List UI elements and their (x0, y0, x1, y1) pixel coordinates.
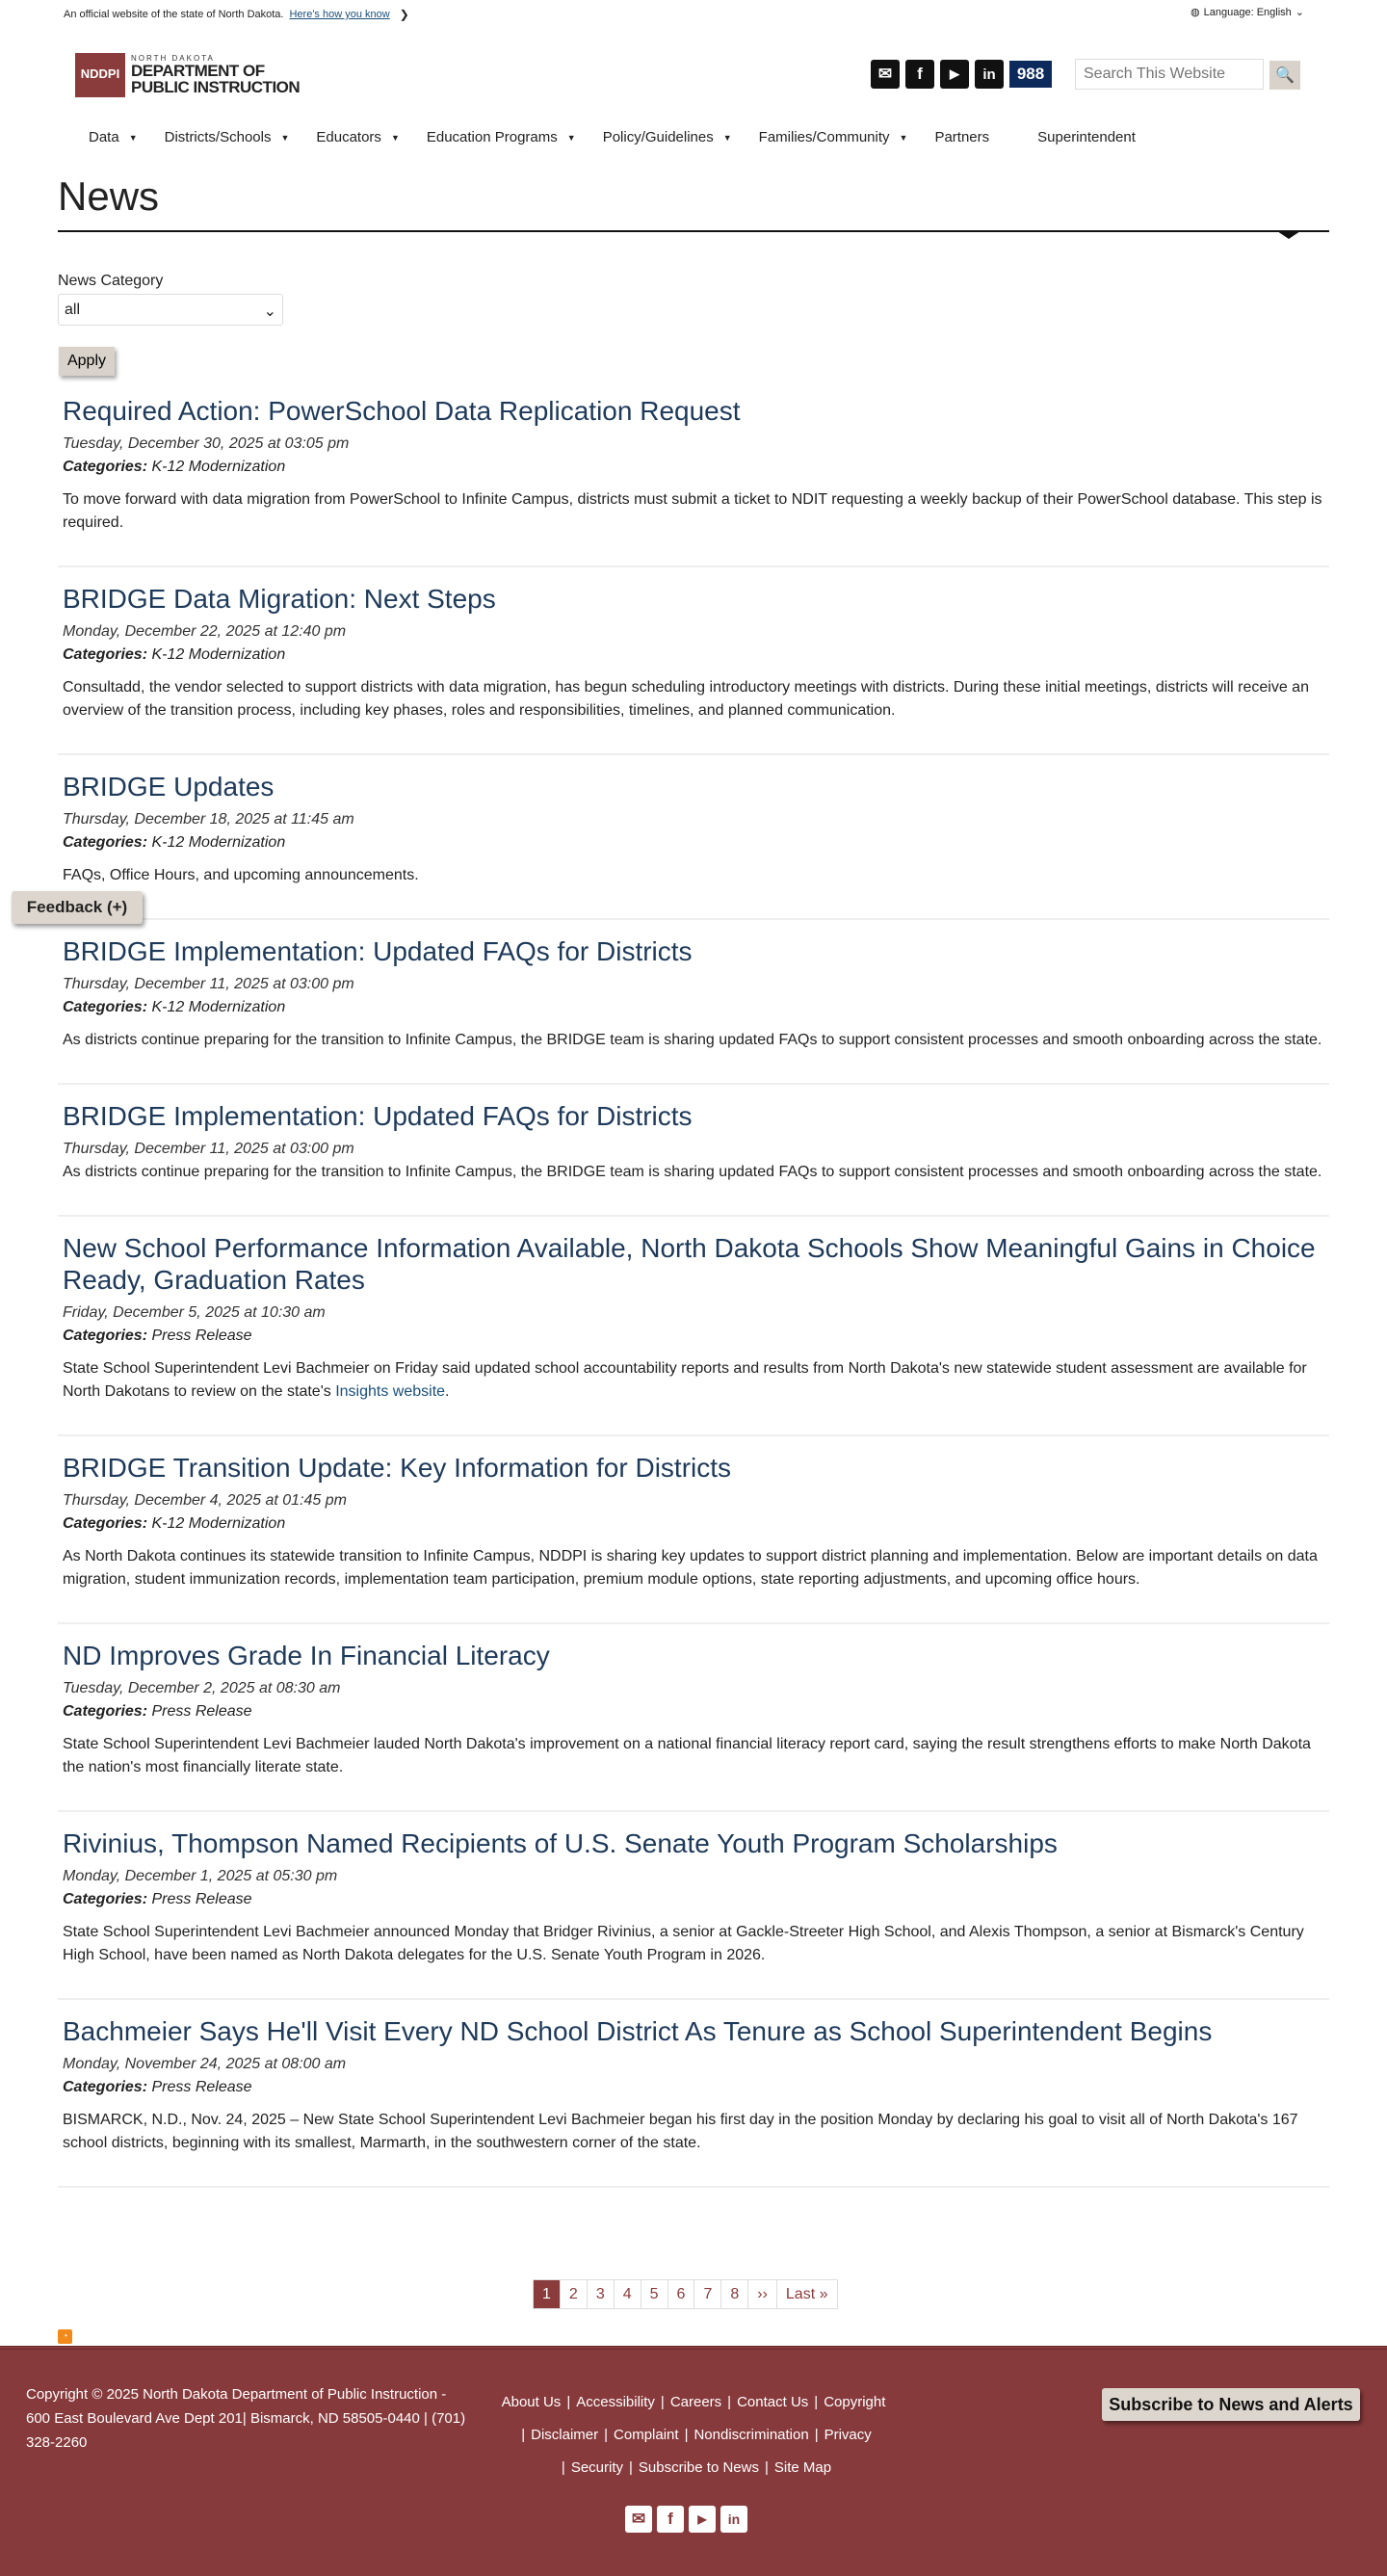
news-categories (63, 831, 1324, 854)
page-2[interactable]: 2 (561, 2280, 588, 2308)
language-label: Language: English (1203, 6, 1292, 18)
caret-down-icon: ▼ (566, 132, 576, 143)
caret-down-icon: ▼ (128, 132, 138, 143)
last-page-button[interactable]: Last » (785, 2285, 828, 2302)
category-value: K-12 Modernization (151, 1515, 286, 1533)
categories-label: Categories: (63, 459, 148, 476)
news-title-link[interactable]: Required Action: PowerSchool Data Replication Request (63, 396, 741, 426)
youtube-icon[interactable]: ▶ (940, 60, 969, 89)
nav-item-educators[interactable] (316, 129, 399, 145)
page-8[interactable]: 8 (721, 2280, 748, 2308)
news-item (58, 579, 1329, 755)
news-item (58, 1824, 1329, 2000)
feedback-button[interactable]: Feedback (+) (12, 891, 143, 924)
news-summary (63, 676, 1324, 723)
news-date: Thursday, December 11, 2025 at 03:00 pm (63, 1141, 354, 1158)
news-categories (63, 1325, 1324, 1348)
title-divider (58, 230, 1329, 232)
official-banner (64, 6, 1323, 23)
news-date: Thursday, December 4, 2025 at 01:45 pm (63, 1492, 347, 1510)
news-categories (63, 644, 1324, 667)
category-value: K-12 Modernization (151, 646, 286, 664)
nav-item-label: Partners (934, 129, 990, 145)
news-summary (63, 1029, 1324, 1052)
nav-item-label: Educators (316, 129, 381, 145)
footer-link-nondiscrimination[interactable]: Nondiscrimination (694, 2427, 809, 2443)
caret-down-icon: ▼ (390, 132, 400, 143)
language-selector[interactable] (1191, 6, 1304, 18)
news-summary (63, 488, 1324, 535)
logo-line1: DEPARTMENT OF (131, 62, 265, 80)
link-separator: | (604, 2427, 609, 2443)
summary-text: To move forward with data migration from PowerSchool to Infinite Campus, districts must submit a ticket to NDIT requesting a weekly backup of their PowerSchool database. This step is required. (63, 491, 1322, 532)
news-categories (63, 456, 1324, 479)
link-separator: | (521, 2427, 526, 2443)
category-value: Press Release (151, 1327, 252, 1345)
apply-button[interactable]: Apply (59, 347, 115, 376)
news-item (58, 1636, 1329, 1812)
facebook-icon[interactable]: f (657, 2506, 684, 2533)
nav-item-label: Districts/Schools (164, 129, 272, 145)
footer-link-complaint[interactable]: Complaint (614, 2427, 679, 2443)
news-date: Thursday, December 18, 2025 at 11:45 am (63, 811, 354, 828)
news-date: Thursday, December 11, 2025 at 03:00 pm (63, 976, 354, 993)
page-title: News (58, 173, 160, 219)
logo-state: NORTH DAKOTA (131, 54, 215, 63)
page-5[interactable]: 5 (641, 2280, 668, 2308)
logo-line2: PUBLIC INSTRUCTION (131, 78, 301, 96)
page-1[interactable]: 1 (534, 2280, 561, 2308)
summary-text: As districts continue preparing for the transition to Infinite Campus, the BRIDGE team is sharing updated FAQs to support consistent processes and smooth onboarding across the state. (63, 1032, 1322, 1049)
news-categories (63, 2076, 1324, 2099)
how-you-know-link[interactable]: Here's how you know (289, 9, 390, 20)
search-icon: 🔍 (1275, 67, 1295, 84)
chevron-down-icon: ⌄ (263, 303, 276, 320)
news-title-link[interactable]: BRIDGE Transition Update: Key Information for Districts (63, 1453, 732, 1484)
news-categories (63, 1888, 1324, 1911)
footer-link-contact-us[interactable]: Contact Us (737, 2394, 809, 2410)
news-title-link[interactable]: BRIDGE Updates (63, 772, 275, 802)
youtube-icon[interactable]: ▶ (689, 2506, 716, 2533)
link-separator: | (684, 2427, 689, 2443)
link-separator: | (814, 2427, 819, 2443)
footer-link-privacy[interactable]: Privacy (824, 2427, 872, 2443)
footer-link-about-us[interactable]: About Us (501, 2394, 562, 2410)
news-title-link[interactable]: ND Improves Grade In Financial Literacy (63, 1641, 550, 1671)
social-links (871, 60, 1052, 89)
page-4[interactable]: 4 (615, 2280, 641, 2308)
nav-item-partners[interactable] (934, 129, 989, 145)
link-separator: | (660, 2394, 665, 2410)
nddpi-logo[interactable] (75, 53, 300, 97)
footer-link-disclaimer[interactable]: Disclaimer (531, 2427, 599, 2443)
footer-link-accessibility[interactable]: Accessibility (576, 2394, 655, 2410)
news-category-select[interactable] (58, 294, 283, 326)
linkedin-icon[interactable]: in (975, 60, 1004, 89)
news-date: Tuesday, December 2, 2025 at 08:30 am (63, 1680, 341, 1697)
categories-label: Categories: (63, 999, 148, 1016)
insights-website-link[interactable]: Insights website (335, 1383, 446, 1401)
news-item (58, 767, 1329, 920)
rss-icon[interactable]: ◔ (58, 2329, 72, 2344)
page-3[interactable]: 3 (588, 2280, 615, 2308)
link-separator: | (561, 2459, 565, 2476)
chevron-right-icon[interactable]: ❯ (399, 8, 409, 21)
categories-label: Categories: (63, 1703, 148, 1721)
email-icon[interactable]: ✉ (871, 60, 900, 89)
news-title-link[interactable]: New School Performance Information Available, North Dakota Schools Show Meaningful Gains in Choice Ready, Graduation Rates (63, 1233, 1316, 1296)
page-7[interactable]: 7 (694, 2280, 721, 2308)
footer-link-row (482, 2419, 905, 2452)
next-page-button[interactable]: ›› (748, 2280, 777, 2308)
globe-icon: ◍ (1191, 7, 1200, 18)
news-summary (63, 1733, 1324, 1779)
page-6[interactable]: 6 (668, 2280, 695, 2308)
linkedin-icon[interactable]: in (720, 2506, 747, 2533)
news-title-link[interactable]: BRIDGE Implementation: Updated FAQs for Districts (63, 936, 693, 967)
summary-end: . (445, 1383, 450, 1401)
search-button[interactable] (1269, 61, 1300, 90)
categories-label: Categories: (63, 2079, 148, 2096)
link-separator: | (727, 2394, 732, 2410)
nav-item-education-programs[interactable] (427, 129, 576, 145)
category-value: K-12 Modernization (151, 834, 286, 852)
news-summary (63, 864, 1324, 887)
news-categories (63, 1512, 1324, 1536)
nav-item-label: Superintendent (1037, 129, 1136, 145)
footer-social (625, 2506, 747, 2533)
news-categories (63, 1700, 1324, 1723)
footer-link-copyright[interactable]: Copyright (824, 2394, 886, 2410)
subscribe-alerts-button[interactable]: Subscribe to News and Alerts (1102, 2388, 1360, 2421)
summary-text: Consultadd, the vendor selected to support districts with data migration, has begun scheduling introductory meetings with districts. During these initial meetings, districts will receive an overview of the transition process, including key phases, roles and responsibilities, timelines, and planned communication. (63, 679, 1309, 720)
category-value: Press Release (151, 1891, 252, 1908)
news-date: Monday, December 1, 2025 at 05:30 pm (63, 1868, 338, 1885)
link-separator: | (814, 2394, 819, 2410)
category-value: K-12 Modernization (151, 999, 286, 1016)
news-title-link[interactable]: Rivinius, Thompson Named Recipients of U.S. Senate Youth Program Scholarships (63, 1828, 1058, 1859)
nav-item-label: Data (89, 129, 119, 145)
news-item (58, 932, 1329, 1085)
facebook-icon[interactable]: f (905, 60, 934, 89)
divider-arrow-icon (1277, 231, 1300, 239)
footer-link-row (482, 2386, 905, 2419)
news-item (58, 1096, 1329, 1217)
news-title-link[interactable]: BRIDGE Implementation: Updated FAQs for Districts (63, 1101, 693, 1132)
nav-item-policy-guidelines[interactable] (603, 129, 732, 145)
nav-item-families-community[interactable] (759, 129, 908, 145)
footer-links (482, 2386, 905, 2484)
nav-item-districts-schools[interactable] (165, 129, 290, 145)
nav-item-label: Education Programs (426, 129, 558, 145)
news-summary (63, 1921, 1324, 1967)
caret-down-icon: ▼ (722, 132, 732, 143)
categories-label: Categories: (63, 646, 148, 664)
link-separator: | (566, 2394, 571, 2410)
logo-mark: NDDPI (75, 53, 125, 97)
news-item (58, 1228, 1329, 1436)
pagination (533, 2279, 838, 2309)
summary-text: State School Superintendent Levi Bachmeier lauded North Dakota's improvement on a national financial literacy report card, saying the result strengthens efforts to make North Dakota the nation's most financially literate state. (63, 1736, 1311, 1776)
crisis-988-link[interactable]: 988 (1009, 61, 1052, 88)
category-value: K-12 Modernization (151, 459, 286, 476)
categories-label: Categories: (63, 1327, 148, 1345)
news-summary (63, 2109, 1324, 2155)
search-input[interactable] (1075, 59, 1264, 90)
footer-link-row (482, 2452, 905, 2484)
footer-link-subscribe-to-news[interactable]: Subscribe to News (638, 2459, 759, 2476)
nav-item-superintendent[interactable] (1037, 129, 1136, 145)
summary-text: BISMARCK, N.D., Nov. 24, 2025 – New State School Superintendent Levi Bachmeier began his first day in the position Monday by declaring his goal to visit all of North Dakota's 167 school districts, beginning with its smallest, Marmarth, in the southwestern corner of the state. (63, 2112, 1298, 2152)
news-date: Friday, December 5, 2025 at 10:30 am (63, 1304, 326, 1322)
footer-link-site-map[interactable]: Site Map (773, 2459, 832, 2476)
main-nav (89, 129, 1184, 145)
news-item (58, 391, 1329, 567)
summary-text: State School Superintendent Levi Bachmeier announced Monday that Bridger Rivinius, a senior at Gackle-Streeter High School, and Alexis Thompson, a senior at Bismarck's Century High School, have been named as North Dakota delegates for the U.S. Senate Youth Program in 2026. (63, 1924, 1304, 1964)
link-separator: | (764, 2459, 769, 2476)
news-title-link[interactable]: Bachmeier Says He'll Visit Every ND School District As Tenure as School Superintendent Begins (63, 2016, 1213, 2047)
news-list (58, 391, 1329, 2199)
footer (0, 2346, 1387, 2576)
categories-label: Categories: (63, 834, 148, 852)
footer-copyright: Copyright © 2025 North Dakota Department of Public Instruction - 600 East Boulevard Ave Dept 201| Bismarck, ND 58505-0440 | (701) 328-2260 (26, 2386, 466, 2451)
news-summary (63, 1545, 1324, 1591)
category-value: Press Release (151, 1703, 252, 1721)
summary-text: State School Superintendent Levi Bachmeier on Friday said updated school accountability reports and results from North Dakota's new statewide student assessment are available for North Dakotans to review on the state's (63, 1360, 1307, 1401)
footer-link-careers[interactable]: Careers (669, 2394, 722, 2410)
official-text: An official website of the state of North Dakota. (64, 9, 284, 20)
nav-item-label: Families/Community (758, 129, 890, 145)
nav-item-label: Policy/Guidelines (602, 129, 714, 145)
summary-text: As districts continue preparing for the transition to Infinite Campus, the BRIDGE team is sharing updated FAQs to support consistent processes and smooth onboarding across the state. (63, 1164, 1322, 1181)
summary-text: FAQs, Office Hours, and upcoming announcements. (63, 867, 419, 884)
categories-label: Categories: (63, 1891, 148, 1908)
news-summary (63, 1161, 1324, 1184)
news-item (58, 2011, 1329, 2188)
news-item (58, 1448, 1329, 1624)
news-category-label: News Category (58, 273, 164, 289)
chevron-down-icon: ⌄ (1295, 7, 1304, 18)
categories-label: Categories: (63, 1515, 148, 1533)
news-categories (63, 996, 1324, 1019)
news-date: Monday, December 22, 2025 at 12:40 pm (63, 623, 347, 641)
link-separator: | (629, 2459, 633, 2476)
email-icon[interactable]: ✉ (625, 2506, 652, 2533)
news-summary (63, 1357, 1324, 1404)
news-title-link[interactable]: BRIDGE Data Migration: Next Steps (63, 584, 496, 615)
caret-down-icon: ▼ (280, 132, 290, 143)
caret-down-icon: ▼ (899, 132, 908, 143)
footer-link-security[interactable]: Security (570, 2459, 623, 2476)
news-date: Tuesday, December 30, 2025 at 03:05 pm (63, 435, 350, 453)
nav-item-data[interactable] (89, 129, 138, 145)
news-date: Monday, November 24, 2025 at 08:00 am (63, 2056, 347, 2073)
summary-text: As North Dakota continues its statewide transition to Infinite Campus, NDDPI is sharing key updates to support district planning and implementation. Below are important details on data migration, student immunization records, implementation team participation, premium module options, state reporting adjustments, and upcoming office hours. (63, 1548, 1318, 1589)
select-value: all (65, 302, 81, 318)
category-value: Press Release (151, 2079, 252, 2096)
